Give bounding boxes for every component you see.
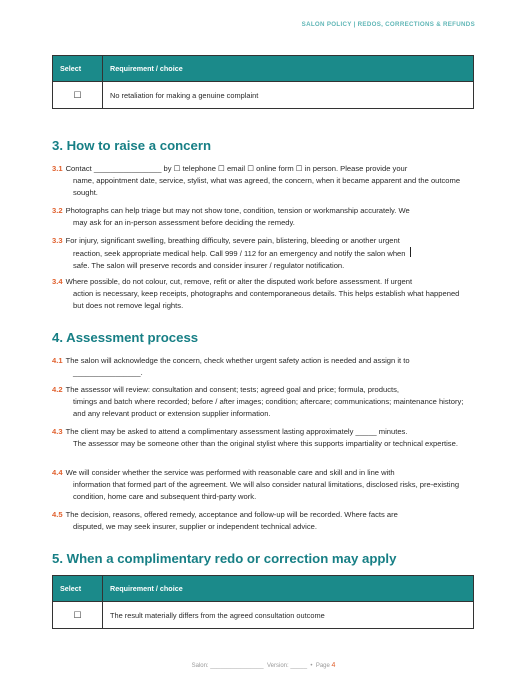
clause-4-5: 4.5 The decision, reasons, offered remedy, acceptance and follow-up will be recorded. Where facts are disputed, we may seek insurer, supplier or independent technical advice.: [52, 510, 398, 531]
clause-number: 4.3: [52, 427, 63, 436]
footer-page-label: Page: [315, 663, 330, 669]
running-header: SALON POLICY | REDOS, CORRECTIONS & REFUNDS: [301, 21, 475, 28]
clause-4-2: 4.2 The assessor will review: consultation and consent; tests; agreed goal and price; formula, products, timings and batch where recorded; before / after images; condition; aftercare; communications; maintenance history; and any relevant product or extension supplier information.: [52, 385, 464, 418]
col-select-header: Select: [53, 576, 103, 602]
footer-salon: Salon: ________________: [191, 663, 264, 669]
checkbox[interactable]: ☐: [53, 602, 103, 629]
clause-3-3: 3.3 For injury, significant swelling, breathing difficulty, severe pain, blistering, bleeding or another urgent reaction, seek appropriate medical help. Call 999 / 112 for an emergency and notify the salon when safe. The salon will preserve records and consider insurer / regulator notification.: [52, 235, 472, 272]
requirement-text: The result materially differs from the agreed consultation outcome: [103, 602, 474, 629]
clause-number: 4.5: [52, 510, 63, 519]
clause-4-4: 4.4 We will consider whether the service was performed with reasonable care and skill and in line with information that formed part of the agreement. We will also consider natural limitations, disclosed risks, pre-existing condition, home care and subsequent third-party work.: [52, 468, 460, 501]
clause-4-1: 4.1 The salon will acknowledge the concern, check whether urgent safety action is needed and assign it to ________________.: [52, 356, 410, 377]
requirement-table-bottom: [52, 575, 474, 629]
table-row: [53, 82, 474, 109]
page-number: 4: [331, 662, 336, 669]
clause-3-2: 3.2 Photographs can help triage but may not show tone, condition, tension or workmanship accurately. We may ask for an in-person assessment before deciding the remedy.: [52, 206, 410, 227]
col-select-header: Select: [53, 56, 103, 82]
col-requirement-header: Requirement / choice: [103, 56, 474, 82]
section-3-title: 3. How to raise a concern: [52, 138, 212, 153]
footer-version: Version: _____: [267, 663, 308, 669]
clause-number: 4.2: [52, 385, 63, 394]
clause-number: 3.3: [52, 236, 63, 245]
clause-number: 3.1: [52, 164, 63, 173]
clause-number: 4.1: [52, 356, 63, 365]
section-5-title: 5. When a complimentary redo or correction may apply: [52, 551, 397, 566]
clause-4-3: 4.3 The client may be asked to attend a complimentary assessment lasting approximately _____ minutes. The assessor may be someone other than the original stylist where this supports impartiality or technical expertise.: [52, 427, 458, 448]
checkbox[interactable]: ☐: [53, 82, 103, 109]
col-requirement-header: Requirement / choice: [103, 576, 474, 602]
clause-3-4: 3.4 Where possible, do not colour, cut, remove, refit or alter the disputed work before assessment. If urgent action is necessary, keep receipts, photographs and contemporaneous details. This helps establish what happened but does not remove legal rights.: [52, 277, 460, 310]
clause-3-1: 3.1 Contact ________________ by ☐ telephone ☐ email ☐ online form ☐ in person. Please provide your name, appointment date, service, stylist, what was agreed, the concern, when it became apparent and the outcome sought.: [52, 164, 461, 197]
requirement-text: No retaliation for making a genuine complaint: [103, 82, 474, 109]
page-footer: [0, 662, 527, 669]
clause-number: 3.4: [52, 277, 63, 286]
requirement-table-top: [52, 55, 474, 109]
section-4-title: 4. Assessment process: [52, 330, 199, 345]
clause-number: 4.4: [52, 468, 63, 477]
clause-number: 3.2: [52, 206, 63, 215]
text-cursor: [410, 247, 411, 257]
table-row: [53, 602, 474, 629]
footer-bullet: •: [310, 663, 313, 669]
